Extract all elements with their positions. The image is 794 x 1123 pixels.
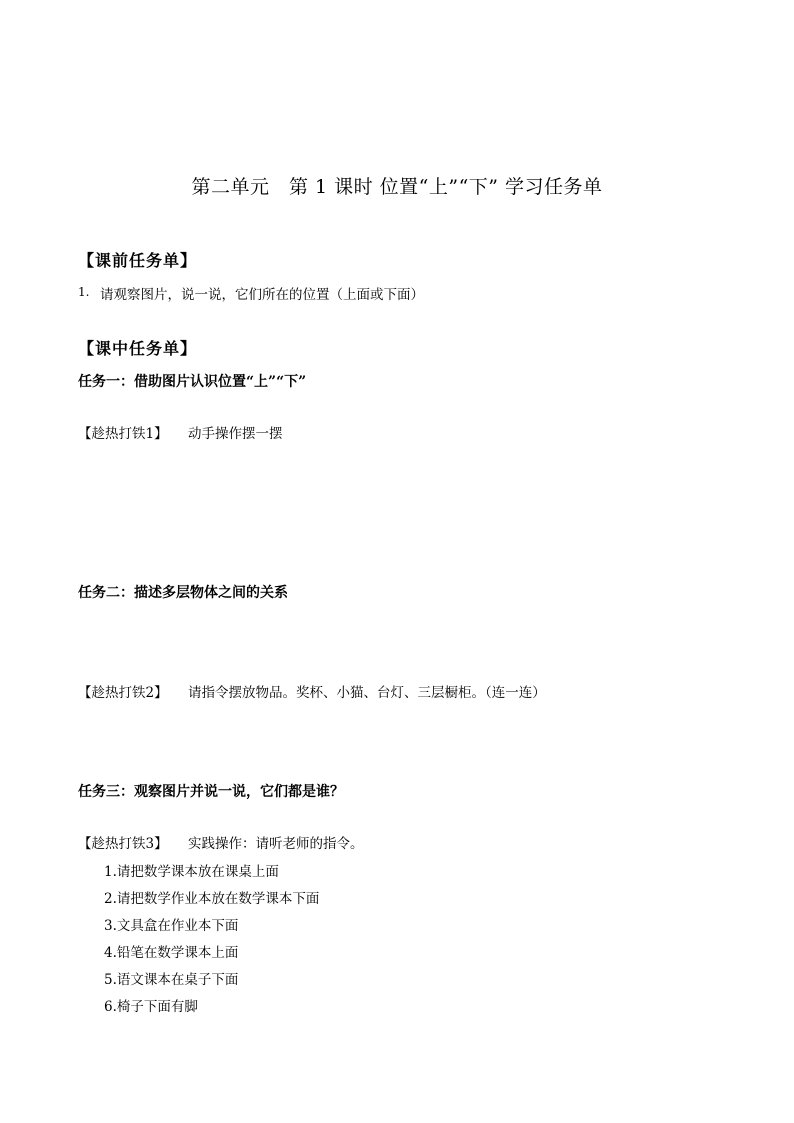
page-title: 第二单元 第 1 课时 位置“上”“下” 学习任务单 bbox=[191, 176, 603, 198]
task3-step: 2.请把数学作业本放在数学课本下面 bbox=[104, 891, 320, 907]
pre-class-item-number: 1. bbox=[78, 285, 90, 299]
task3-step: 4.铅笔在数学课本上面 bbox=[104, 945, 239, 961]
pre-class-item-text: 请观察图片，说一说，它们所在的位置（上面或下面） bbox=[100, 287, 424, 303]
task3-exercise-text: 实践操作：请听老师的指令。 bbox=[188, 836, 364, 852]
task2-exercise-text: 请指令摆放物品。奖杯、小猫、台灯、三层橱柜。（连一连） bbox=[188, 685, 546, 701]
task1-exercise-text: 动手操作摆一摆 bbox=[188, 426, 283, 442]
task2-heading: 任务二：描述多层物体之间的关系 bbox=[78, 585, 288, 601]
task2-exercise-label: 【趁热打铁2】 bbox=[78, 685, 168, 701]
in-class-heading: 【课中任务单】 bbox=[78, 339, 198, 358]
task3-exercise-label: 【趁热打铁3】 bbox=[78, 836, 168, 852]
task1-exercise-label: 【趁热打铁1】 bbox=[78, 426, 168, 442]
task3-step: 6.椅子下面有脚 bbox=[104, 999, 198, 1015]
task3-step: 1.请把数学课本放在课桌上面 bbox=[104, 864, 279, 880]
task3-step: 5.语文课本在桌子下面 bbox=[104, 972, 239, 988]
pre-class-heading: 【课前任务单】 bbox=[78, 251, 198, 270]
task3-step: 3.文具盒在作业本下面 bbox=[104, 918, 239, 934]
task3-heading: 任务三：观察图片并说一说，它们都是谁？ bbox=[78, 784, 344, 800]
task1-heading: 任务一：借助图片认识位置“上”“下” bbox=[78, 374, 307, 390]
